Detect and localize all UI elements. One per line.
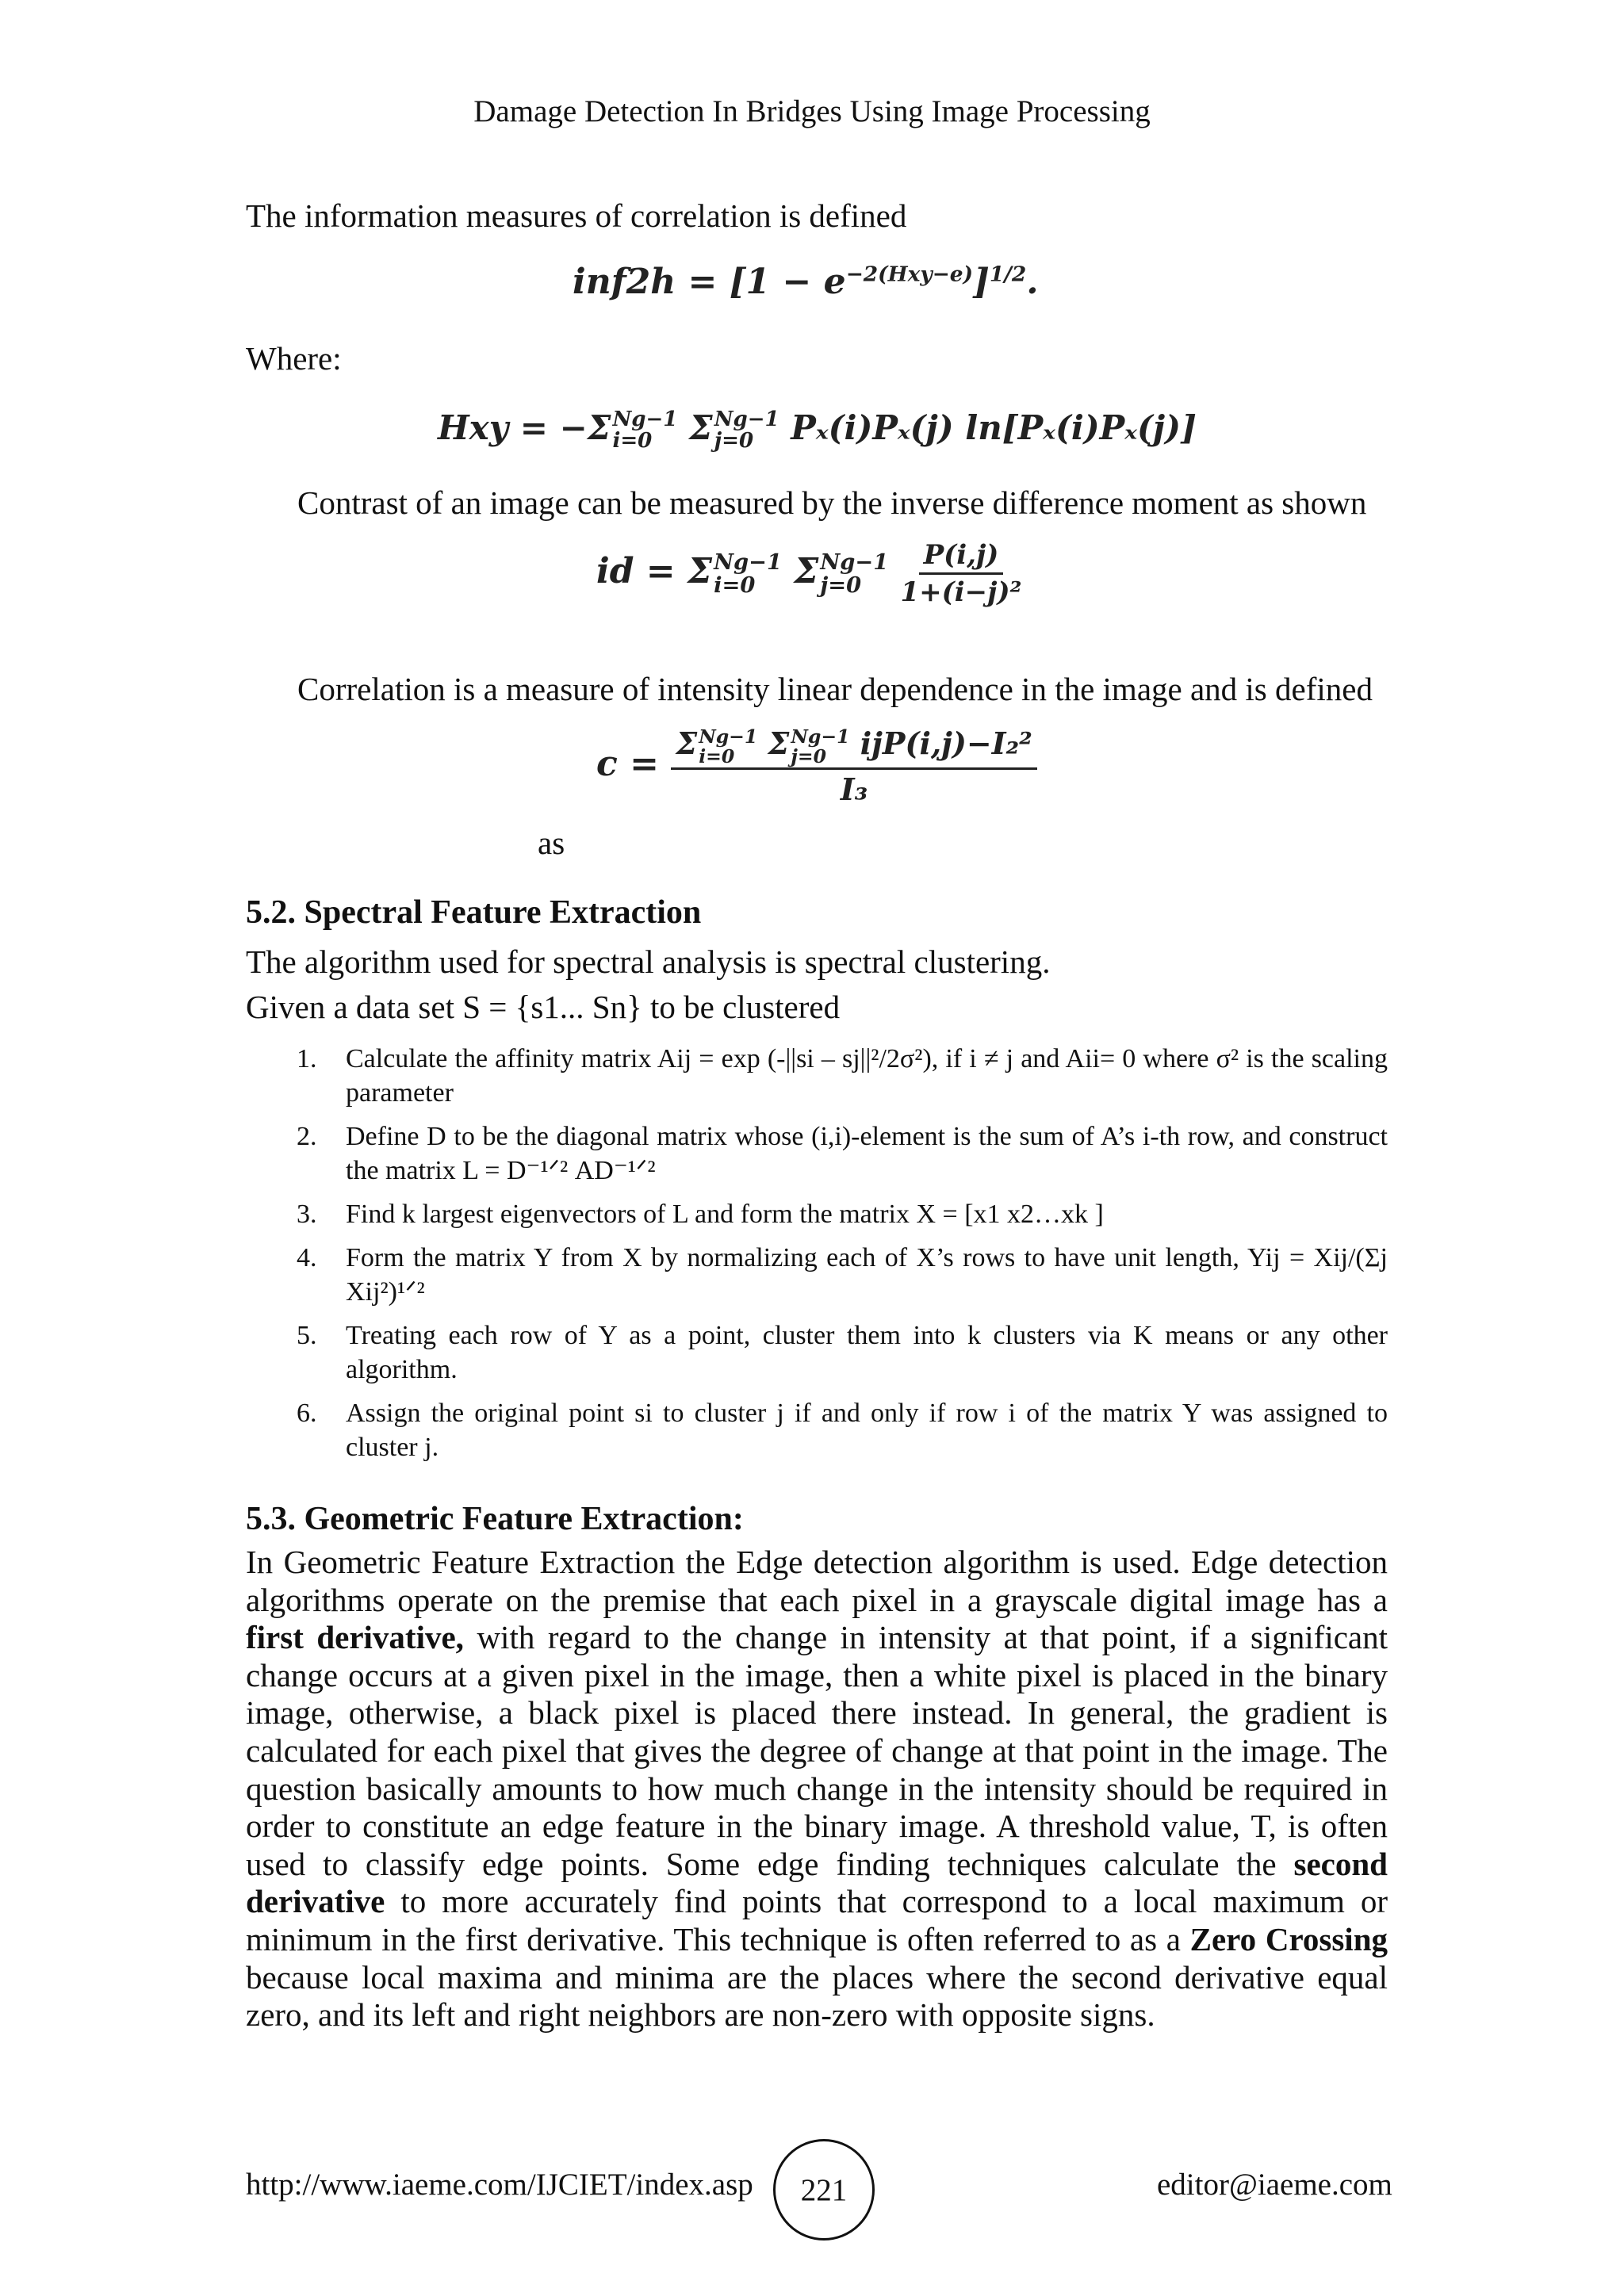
bold-first-derivative: first derivative,: [246, 1619, 464, 1656]
id-fraction: $\frac{P(i,j)}{\text{1+(i−j)²}}$: [900, 539, 1022, 608]
section-53-paragraph: [246, 1544, 1388, 2034]
section-52-heading: 5.2. Spectral Feature Extraction: [246, 894, 702, 931]
where-label: Where:: [246, 340, 342, 377]
equation-id: [596, 539, 1021, 608]
equation-c: [596, 725, 1037, 807]
inf2h-close: ]: [973, 262, 990, 302]
id-sum-j: Σ Ng−1 j=0: [794, 549, 889, 598]
list-item: 5. Treating each row of Y as a point, cluster them into k clusters via K means or any other algorithm.: [297, 1321, 1388, 1384]
equation-hxy: [438, 408, 1197, 452]
para-text-2: with regard to the change in intensity at that point, if a significant change occurs at a given pixel in the image, then a white pixel is placed in the binary image, otherwise, a black pixel is placed there instead. In general, the gradient is calculated for each pixel that gives the degree of change at that point in the image. The question basically amounts to how much change in the intensity should be required in order to constitute an edge feature in the binary image. A threshold value, T, is often used to classify edge points. Some edge finding techniques calculate the: [246, 1619, 1388, 1882]
inf2h-power: 1/2: [989, 262, 1027, 287]
inf2h-dot: .: [1026, 262, 1039, 302]
list-item: 4. Form the matrix Y from X by normalizing each of X’s rows to have unit length, Yij = Xij/(Σj Xij²)¹ᐟ²: [297, 1243, 1388, 1307]
list-item: 1. Calculate the affinity matrix Aij = exp (-||si – sj||²/2σ²), if i ≠ j and Aii= 0 where σ² is the scaling parameter: [297, 1044, 1388, 1108]
correlation-text: Correlation is a measure of intensity linear dependence in the image and is defined: [297, 671, 1373, 707]
hxy-lhs: Hxy = −: [438, 408, 588, 447]
inf2h-exponent: −2(Hxy−e): [845, 262, 974, 287]
equation-inf2h: [573, 262, 1039, 302]
page-number: 221: [773, 2139, 875, 2241]
footer-email-link[interactable]: editor@iaeme.com: [1157, 2168, 1392, 2202]
id-lhs: id =: [596, 551, 676, 591]
footer-url-link[interactable]: http://www.iaeme.com/IJCIET/index.asp: [246, 2168, 753, 2202]
para-text-4: because local maxima and minima are the places where the second derivative equal zero, and its left and right neighbors are non-zero with opposite signs.: [246, 1958, 1388, 2034]
hxy-body: Pₓ(i)Pₓ(j) ln[Pₓ(i)Pₓ(j)]: [791, 408, 1197, 447]
bold-zero-crossing: Zero Crossing: [1189, 1920, 1388, 1957]
hxy-sum-i: Σ Ng−1 i=0: [587, 407, 678, 453]
para-text-3: to more accurately find points that correspond to a local maximum or minimum in the first derivative. This technique is often referred to as a: [246, 1883, 1388, 1957]
id-sum-i: Σ Ng−1 i=0: [688, 549, 782, 598]
hxy-sum-j: Σ Ng−1 j=0: [689, 407, 779, 453]
section-53-heading: 5.3. Geometric Feature Extraction:: [246, 1501, 744, 1537]
running-header: Damage Detection In Bridges Using Image Processing: [473, 94, 1151, 128]
section-52-line1: The algorithm used for spectral analysis is spectral clustering.: [246, 943, 1051, 980]
inf2h-lhs: inf2h = [1 − e: [573, 262, 846, 302]
as-word: as: [538, 825, 565, 861]
list-item: 3. Find k largest eigenvectors of L and form the matrix X = [x1 x2…xk ]: [297, 1200, 1104, 1229]
list-item: 2. Define D to be the diagonal matrix whose (i,i)-element is the sum of A’s i-th row, and construct the matrix L = D⁻¹ᐟ² AD⁻¹ᐟ²: [297, 1122, 1388, 1185]
c-lhs: c =: [596, 744, 659, 785]
bold-second-derivative: second derivative: [246, 1845, 1388, 1920]
c-fraction: Σ Ng−1 i=0 Σ Ng−1 j=0 ijP(i,j)−I₂² I₃: [671, 725, 1036, 807]
spectral-steps-list: [246, 1042, 1388, 1474]
list-item: 6. Assign the original point si to cluster j if and only if row i of the matrix Y was assigned to cluster j.: [297, 1399, 1388, 1462]
section-52-line2: Given a data set S = {s1... Sn} to be clustered: [246, 989, 841, 1025]
para-text-1: In Geometric Feature Extraction the Edge detection algorithm is used. Edge detection algorithms operate on the premise that each pixel in a grayscale digital image has a: [246, 1544, 1388, 1618]
contrast-text: Contrast of an image can be measured by the inverse difference moment as shown: [297, 484, 1367, 521]
info-measure-text: The information measures of correlation is defined: [246, 197, 907, 234]
